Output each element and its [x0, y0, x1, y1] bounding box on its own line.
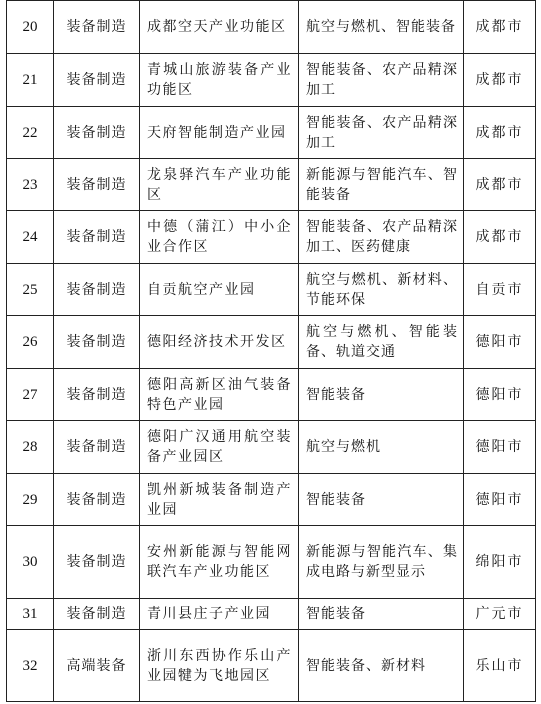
row-number: 24: [7, 211, 54, 264]
row-industry: 航空与燃机: [299, 421, 464, 474]
row-city: 成都市: [464, 1, 536, 54]
row-city: 成都市: [464, 159, 536, 211]
table-row: [7, 599, 536, 630]
table-row: [7, 159, 536, 211]
table-row: [7, 421, 536, 474]
table-row: [7, 1, 536, 54]
row-category: 装备制造: [54, 107, 140, 159]
row-industry: 智能装备、新材料: [299, 630, 464, 702]
row-number: 32: [7, 630, 54, 702]
row-industry: 智能装备、农产品精深加工、医药健康: [299, 211, 464, 264]
row-number: 26: [7, 316, 54, 369]
industrial-park-table: [6, 0, 536, 702]
row-city: 成都市: [464, 54, 536, 107]
row-category: 装备制造: [54, 421, 140, 474]
table-row: [7, 316, 536, 369]
row-number: 28: [7, 421, 54, 474]
row-city: 德阳市: [464, 474, 536, 526]
row-category: 装备制造: [54, 264, 140, 316]
row-number: 31: [7, 599, 54, 630]
row-industry: 新能源与智能汽车、集成电路与新型显示: [299, 526, 464, 599]
row-category: 装备制造: [54, 526, 140, 599]
table-row: [7, 474, 536, 526]
row-city: 德阳市: [464, 369, 536, 421]
row-city: 自贡市: [464, 264, 536, 316]
row-number: 30: [7, 526, 54, 599]
row-park-name: 成都空天产业功能区: [140, 1, 299, 54]
row-industry: 智能装备: [299, 474, 464, 526]
row-park-name: 德阳广汉通用航空装备产业园区: [140, 421, 299, 474]
row-category: 装备制造: [54, 474, 140, 526]
row-industry: 智能装备、农产品精深加工: [299, 107, 464, 159]
row-industry: 航空与燃机、智能装备: [299, 1, 464, 54]
table-row: [7, 211, 536, 264]
table-row: [7, 369, 536, 421]
row-number: 23: [7, 159, 54, 211]
row-number: 22: [7, 107, 54, 159]
table-row: [7, 54, 536, 107]
row-park-name: 青城山旅游装备产业功能区: [140, 54, 299, 107]
table-row: [7, 264, 536, 316]
row-category: 装备制造: [54, 211, 140, 264]
table-row: [7, 630, 536, 702]
row-city: 成都市: [464, 211, 536, 264]
row-category: 装备制造: [54, 599, 140, 630]
row-industry: 新能源与智能汽车、智能装备: [299, 159, 464, 211]
row-category: 高端装备: [54, 630, 140, 702]
row-number: 20: [7, 1, 54, 54]
row-city: 德阳市: [464, 421, 536, 474]
row-park-name: 龙泉驿汽车产业功能区: [140, 159, 299, 211]
row-number: 21: [7, 54, 54, 107]
row-city: 广元市: [464, 599, 536, 630]
row-industry: 智能装备: [299, 369, 464, 421]
row-city: 绵阳市: [464, 526, 536, 599]
row-park-name: 德阳高新区油气装备特色产业园: [140, 369, 299, 421]
row-category: 装备制造: [54, 54, 140, 107]
row-park-name: 中德（蒲江）中小企业合作区: [140, 211, 299, 264]
row-industry: 航空与燃机、智能装备、轨道交通: [299, 316, 464, 369]
table-row: [7, 526, 536, 599]
row-park-name: 德阳经济技术开发区: [140, 316, 299, 369]
row-park-name: 自贡航空产业园: [140, 264, 299, 316]
row-city: 乐山市: [464, 630, 536, 702]
row-number: 25: [7, 264, 54, 316]
row-number: 29: [7, 474, 54, 526]
row-park-name: 凯州新城装备制造产业园: [140, 474, 299, 526]
row-city: 成都市: [464, 107, 536, 159]
row-category: 装备制造: [54, 369, 140, 421]
table-body: [7, 1, 536, 702]
row-park-name: 浙川东西协作乐山产业园犍为飞地园区: [140, 630, 299, 702]
row-industry: 智能装备: [299, 599, 464, 630]
row-park-name: 青川县庄子产业园: [140, 599, 299, 630]
row-number: 27: [7, 369, 54, 421]
row-category: 装备制造: [54, 159, 140, 211]
row-category: 装备制造: [54, 316, 140, 369]
row-industry: 智能装备、农产品精深加工: [299, 54, 464, 107]
row-park-name: 天府智能制造产业园: [140, 107, 299, 159]
row-category: 装备制造: [54, 1, 140, 54]
table-row: [7, 107, 536, 159]
row-industry: 航空与燃机、新材料、节能环保: [299, 264, 464, 316]
row-park-name: 安州新能源与智能网联汽车产业功能区: [140, 526, 299, 599]
row-city: 德阳市: [464, 316, 536, 369]
